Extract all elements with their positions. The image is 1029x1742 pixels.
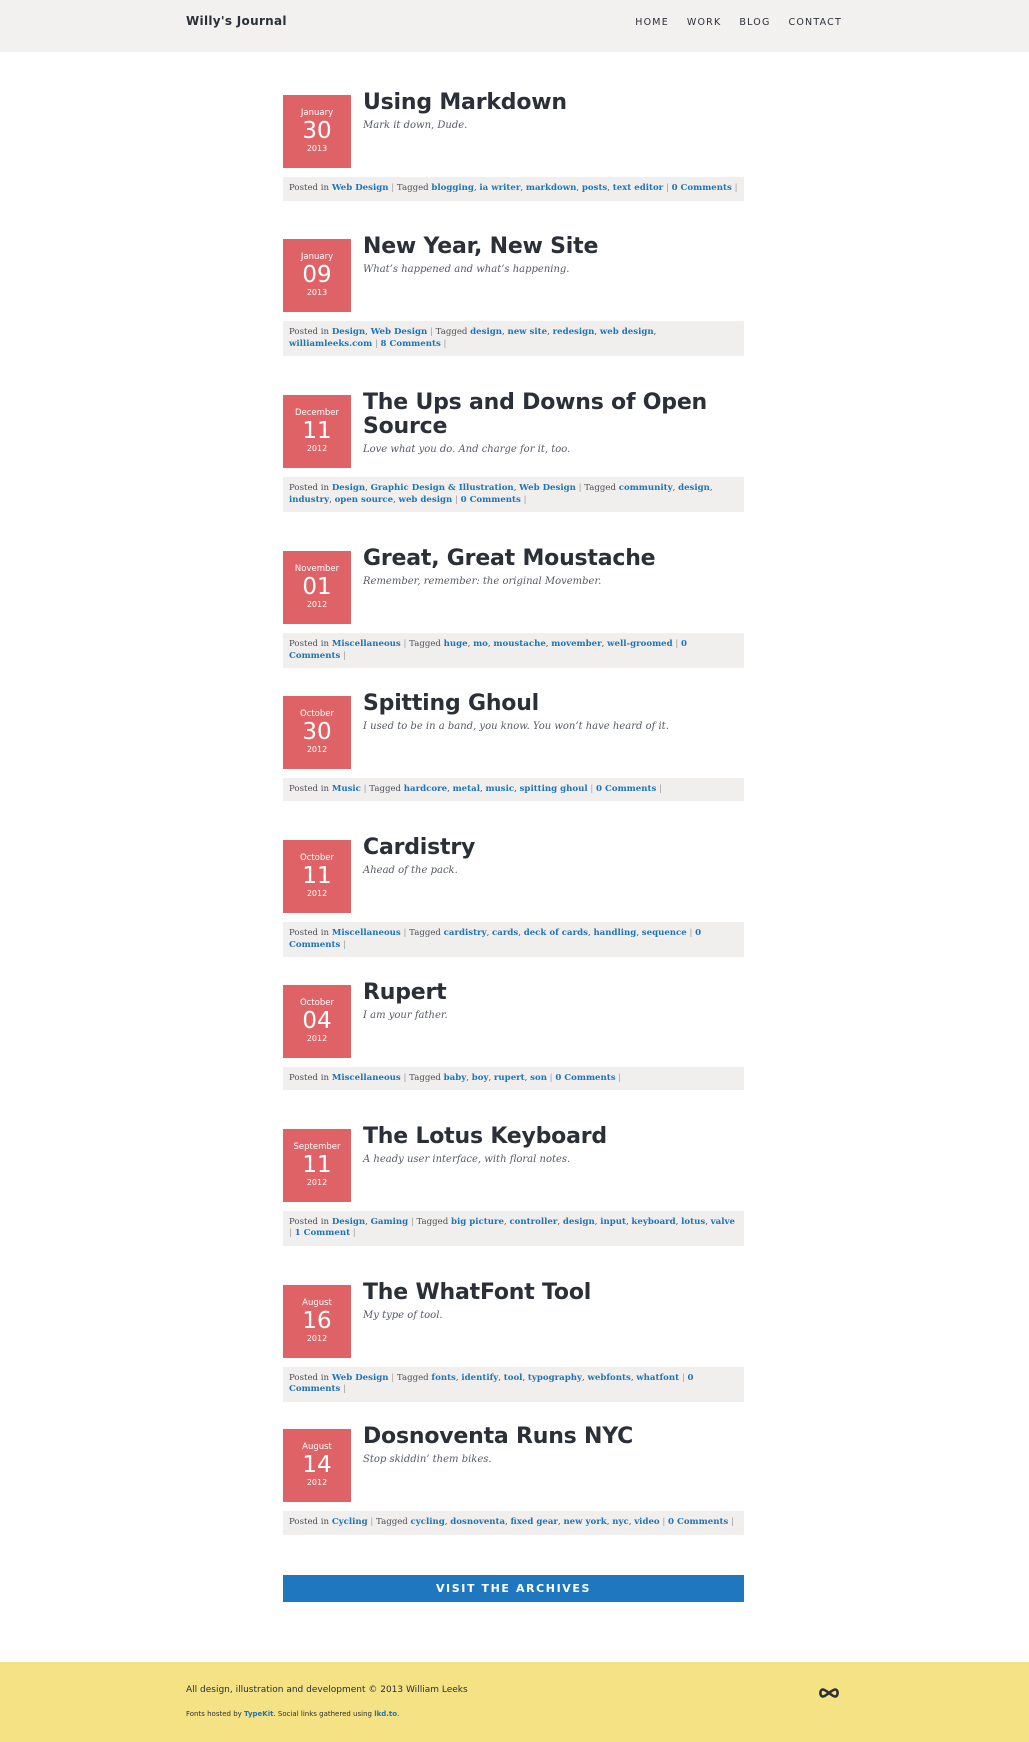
- comments-link[interactable]: 0 Comments: [289, 928, 702, 950]
- tag-link[interactable]: keyboard: [631, 1216, 676, 1227]
- posted-in-label: Posted in: [289, 928, 330, 939]
- post-subtitle: Remember, remember: the original Movember.: [363, 576, 602, 588]
- category-link[interactable]: Miscellaneous: [331, 639, 401, 650]
- tag-link[interactable]: design: [562, 1216, 595, 1227]
- date-month: October: [299, 708, 335, 719]
- tag-link[interactable]: community: [618, 483, 673, 494]
- tagged-label: Tagged: [369, 783, 402, 794]
- comments-link[interactable]: 0 Comments: [671, 183, 732, 193]
- tagged-label: Tagged: [376, 1517, 408, 1528]
- meta-separator: |: [440, 338, 447, 349]
- posted-in-label: Posted in: [289, 783, 330, 794]
- date-month: August: [302, 1297, 332, 1308]
- category-link[interactable]: Web Design: [331, 183, 389, 193]
- credits-text: [186, 1710, 399, 1718]
- credits-mid: . Social links gathered using: [273, 1710, 375, 1718]
- nav-home[interactable]: HOME: [635, 17, 669, 28]
- date-badge: [283, 239, 351, 312]
- site-title[interactable]: Willy's Journal: [186, 14, 287, 28]
- comments-link[interactable]: 8 Comments: [380, 338, 441, 349]
- tag-link[interactable]: web design: [599, 327, 654, 338]
- tag-link[interactable]: webfonts: [587, 1372, 631, 1383]
- tag-link[interactable]: well-groomed: [607, 639, 673, 650]
- site-header: [0, 0, 1029, 52]
- meta-separator: |: [340, 1384, 346, 1395]
- category-link[interactable]: Cycling: [331, 1517, 368, 1528]
- date-badge: [283, 95, 351, 168]
- meta-separator: |: [350, 1228, 356, 1239]
- date-day: 30: [302, 118, 332, 144]
- tag-link[interactable]: metal: [452, 783, 480, 794]
- tag-link[interactable]: mo: [473, 639, 488, 650]
- date-year: 2012: [306, 1478, 328, 1488]
- meta-separator: |: [728, 1517, 734, 1528]
- category-link[interactable]: Web Design: [331, 1372, 389, 1383]
- post-entry: [283, 690, 744, 840]
- post-subtitle: I am your father.: [363, 1009, 448, 1021]
- meta-separator: |: [452, 494, 461, 505]
- category-link[interactable]: Music: [331, 783, 361, 794]
- meta-separator: |: [679, 1372, 688, 1383]
- tag-link[interactable]: posts: [581, 183, 608, 193]
- post-meta: Posted in Web Design | Tagged fonts, identify, tool, typography, webfonts, whatfont | 0 Comments |: [283, 1367, 744, 1402]
- tag-link[interactable]: typography: [527, 1372, 582, 1383]
- date-month: January: [300, 108, 334, 118]
- date-year: 2012: [306, 1033, 328, 1043]
- tag-link[interactable]: lotus: [681, 1216, 706, 1227]
- post-title[interactable]: Rupert: [363, 979, 447, 1005]
- date-year: 2012: [306, 1177, 328, 1187]
- credits-end: .: [397, 1710, 400, 1718]
- tag-link[interactable]: redesign: [552, 327, 595, 338]
- post-list: [283, 90, 744, 1574]
- tagged-label: Tagged: [409, 928, 441, 939]
- post-subtitle: A heady user interface, with floral notes.: [363, 1153, 571, 1165]
- tag-link[interactable]: sequence: [641, 928, 687, 939]
- meta-separator: |: [372, 338, 381, 349]
- tag-link[interactable]: new york: [563, 1517, 607, 1528]
- meta-separator: |: [546, 1072, 556, 1083]
- comments-link[interactable]: 1 Comment: [294, 1228, 351, 1239]
- category-link[interactable]: Gaming: [370, 1216, 409, 1227]
- lkdto-link[interactable]: lkd.to: [374, 1710, 398, 1718]
- tag-link[interactable]: deck of cards: [523, 928, 588, 939]
- main-nav: [635, 17, 842, 28]
- visit-archives-button[interactable]: VISIT THE ARCHIVES: [283, 1575, 744, 1602]
- post-meta: Posted in Design, Gaming | Tagged big picture, controller, design, input, keyboard, lotus, valve | 1 Comment |: [283, 1211, 744, 1246]
- meta-separator: |: [663, 183, 672, 193]
- date-year: 2013: [306, 288, 328, 298]
- tag-link[interactable]: big picture: [450, 1216, 504, 1227]
- posted-in-label: Posted in: [289, 1216, 330, 1227]
- date-month: October: [299, 853, 335, 864]
- tagged-label: Tagged: [409, 1072, 441, 1083]
- tag-link[interactable]: spitting ghoul: [519, 783, 588, 794]
- post-subtitle: My type of tool.: [363, 1309, 443, 1321]
- posted-in-label: Posted in: [289, 1372, 330, 1383]
- post-meta: Posted in Web Design | Tagged blogging, ia writer, markdown, posts, text editor | 0 Comments |: [283, 177, 744, 201]
- post-title[interactable]: The Ups and Downs of Open Source: [363, 390, 708, 440]
- tag-link[interactable]: tool: [503, 1372, 523, 1383]
- category-link[interactable]: Web Design: [519, 483, 576, 494]
- date-day: 09: [302, 262, 332, 289]
- meta-separator: |: [388, 1372, 397, 1383]
- post-entry: [283, 979, 744, 1129]
- date-month: November: [294, 564, 340, 575]
- tag-link[interactable]: open source: [334, 494, 394, 505]
- tag-link[interactable]: new site: [507, 327, 548, 338]
- date-year: 2012: [306, 444, 328, 454]
- category-link[interactable]: Web Design: [370, 327, 428, 338]
- tagged-label: Tagged: [396, 1372, 429, 1383]
- post-title[interactable]: The WhatFont Tool: [363, 1279, 592, 1305]
- meta-separator: |: [587, 783, 597, 794]
- date-badge: [283, 1129, 351, 1202]
- post-meta: Posted in Miscellaneous | Tagged huge, mo, moustache, movember, well-groomed | 0 Comments |: [283, 633, 744, 668]
- tagged-label: Tagged: [396, 183, 429, 193]
- tag-link[interactable]: cards: [492, 928, 519, 939]
- tagged-label: Tagged: [435, 327, 468, 338]
- meta-separator: |: [388, 183, 397, 193]
- meta-separator: |: [656, 783, 662, 794]
- meta-separator: |: [360, 783, 370, 794]
- credits-prefix: Fonts hosted by: [186, 1710, 245, 1718]
- tag-link[interactable]: cycling: [410, 1517, 445, 1528]
- nav-work[interactable]: WORK: [686, 17, 722, 28]
- post-subtitle: Stop skiddin’ them bikes.: [363, 1454, 492, 1466]
- date-day: 01: [302, 574, 332, 601]
- tagged-label: Tagged: [584, 483, 616, 494]
- category-link[interactable]: Design: [331, 1216, 366, 1227]
- tag-link[interactable]: design: [470, 327, 502, 338]
- tag-link[interactable]: nyc: [612, 1517, 629, 1528]
- tag-link[interactable]: identify: [461, 1372, 499, 1383]
- post-meta: Posted in Miscellaneous | Tagged cardistry, cards, deck of cards, handling, sequence | 0 Comments |: [283, 922, 744, 957]
- date-day: 11: [302, 1151, 332, 1178]
- post-title[interactable]: Cardistry: [363, 835, 476, 861]
- tag-link[interactable]: hardcore: [403, 783, 448, 794]
- tag-link[interactable]: web design: [398, 494, 453, 505]
- date-month: October: [299, 997, 335, 1008]
- meta-separator: |: [340, 650, 346, 661]
- date-month: January: [300, 252, 334, 263]
- date-day: 04: [302, 1007, 332, 1034]
- tag-link[interactable]: fixed gear: [510, 1517, 558, 1528]
- posted-in-label: Posted in: [289, 183, 330, 193]
- date-month: September: [293, 1141, 341, 1152]
- tag-link[interactable]: industry: [289, 494, 330, 505]
- post-meta: Posted in Design, Web Design | Tagged design, new site, redesign, web design, williamleeks.com | 8 Comments |: [283, 321, 744, 356]
- tag-link[interactable]: boy: [471, 1072, 489, 1083]
- post-title[interactable]: The Lotus Keyboard: [363, 1123, 607, 1149]
- infinity-icon[interactable]: [817, 1686, 841, 1700]
- tag-link[interactable]: movember: [551, 639, 602, 650]
- nav-blog[interactable]: BLOG: [739, 17, 771, 28]
- posted-in-label: Posted in: [289, 1072, 330, 1083]
- tag-link[interactable]: handling: [593, 928, 637, 939]
- tag-link[interactable]: input: [600, 1216, 626, 1227]
- comments-link[interactable]: 0 Comments: [289, 1372, 694, 1395]
- date-badge: [283, 696, 351, 769]
- nav-contact[interactable]: CONTACT: [788, 17, 842, 28]
- date-month: December: [294, 408, 340, 419]
- tag-link[interactable]: fonts: [431, 1372, 456, 1383]
- tag-link[interactable]: controller: [509, 1216, 558, 1227]
- date-badge: [283, 840, 351, 913]
- post-title[interactable]: New Year, New Site: [363, 234, 599, 260]
- date-badge: [283, 551, 351, 624]
- tag-link[interactable]: blogging: [431, 183, 474, 193]
- tag-link[interactable]: design: [678, 483, 710, 494]
- tagged-label: Tagged: [409, 639, 441, 650]
- post-entry: [283, 90, 744, 239]
- typekit-link[interactable]: TypeKit: [244, 1710, 274, 1718]
- posted-in-label: Posted in: [289, 639, 330, 650]
- meta-separator: |: [672, 639, 682, 650]
- post-subtitle: What’s happened and what’s happening.: [363, 264, 570, 276]
- date-day: 30: [302, 718, 332, 745]
- tag-link[interactable]: huge: [443, 639, 468, 650]
- comments-link[interactable]: 0 Comments: [668, 1517, 729, 1528]
- date-year: 2012: [306, 889, 328, 899]
- date-badge: [283, 1429, 351, 1502]
- comments-link[interactable]: 0 Comments: [555, 1072, 616, 1083]
- tag-link[interactable]: williamleeks.com: [289, 338, 373, 349]
- meta-separator: |: [400, 1072, 410, 1083]
- date-day: 11: [302, 418, 332, 445]
- category-link[interactable]: Design: [331, 327, 366, 338]
- post-meta: Posted in Miscellaneous | Tagged baby, boy, rupert, son | 0 Comments |: [283, 1067, 744, 1091]
- posted-in-label: Posted in: [289, 483, 330, 494]
- meta-separator: |: [575, 483, 585, 494]
- tag-link[interactable]: dosnoventa: [450, 1517, 506, 1528]
- meta-separator: |: [427, 327, 436, 338]
- meta-separator: |: [686, 928, 696, 939]
- tag-link[interactable]: cardistry: [443, 928, 487, 939]
- date-year: 2012: [306, 600, 328, 610]
- meta-separator: |: [340, 939, 346, 950]
- post-meta: Posted in Design, Graphic Design & Illustration, Web Design | Tagged community, design, industry, open source, web design | 0 Comments |: [283, 477, 744, 512]
- meta-separator: |: [400, 928, 410, 939]
- tag-link[interactable]: valve: [710, 1216, 735, 1227]
- comments-link[interactable]: 0 Comments: [596, 783, 657, 794]
- date-year: 2012: [306, 744, 328, 754]
- meta-separator: |: [367, 1517, 377, 1528]
- tag-link[interactable]: rupert: [493, 1072, 525, 1083]
- category-link[interactable]: Graphic Design & Illustration: [370, 483, 514, 494]
- post-title[interactable]: Great, Great Moustache: [363, 546, 656, 572]
- date-year: 2012: [306, 1333, 328, 1343]
- meta-separator: |: [520, 494, 527, 505]
- date-year: 2013: [306, 144, 328, 153]
- posted-in-label: Posted in: [289, 327, 330, 338]
- date-badge: [283, 395, 351, 468]
- post-entry: [283, 390, 744, 551]
- meta-separator: |: [659, 1517, 669, 1528]
- post-entry: [283, 234, 744, 395]
- post-title[interactable]: Spitting Ghoul: [363, 690, 540, 716]
- meta-separator: |: [408, 1216, 417, 1227]
- post-entry: [283, 1424, 744, 1573]
- post-entry: [283, 1123, 744, 1285]
- tag-link[interactable]: baby: [443, 1072, 467, 1083]
- tagged-label: Tagged: [416, 1216, 449, 1227]
- post-subtitle: Mark it down, Dude.: [363, 120, 468, 131]
- meta-separator: |: [400, 639, 410, 650]
- tag-link[interactable]: music: [485, 783, 515, 794]
- date-day: 11: [302, 863, 332, 890]
- tag-link[interactable]: moustache: [493, 639, 546, 650]
- post-subtitle: Love what you do. And charge for it, too.: [363, 444, 571, 456]
- post-meta: Posted in Cycling | Tagged cycling, dosnoventa, fixed gear, new york, nyc, video | 0 Comments |: [283, 1511, 744, 1535]
- category-link[interactable]: Miscellaneous: [331, 928, 401, 939]
- posted-in-label: Posted in: [289, 1517, 330, 1528]
- date-month: August: [302, 1442, 332, 1453]
- category-link[interactable]: Miscellaneous: [331, 1072, 401, 1083]
- tag-link[interactable]: markdown: [525, 183, 577, 193]
- post-entry: [283, 835, 744, 984]
- copyright-text: All design, illustration and development © 2013 William Leeks: [186, 1685, 468, 1695]
- tag-link[interactable]: son: [530, 1072, 547, 1083]
- category-link[interactable]: Design: [331, 483, 366, 494]
- meta-separator: |: [731, 183, 738, 193]
- tag-link[interactable]: video: [634, 1517, 660, 1528]
- post-title[interactable]: Dosnoventa Runs NYC: [363, 1424, 634, 1450]
- date-badge: [283, 1285, 351, 1358]
- comments-link[interactable]: 0 Comments: [289, 639, 688, 661]
- post-meta: Posted in Music | Tagged hardcore, metal, music, spitting ghoul | 0 Comments |: [283, 778, 744, 802]
- date-day: 14: [302, 1452, 332, 1479]
- meta-separator: |: [289, 1228, 295, 1239]
- comments-link[interactable]: 0 Comments: [460, 494, 521, 505]
- post-subtitle: I used to be in a band, you know. You won’t have heard of it.: [363, 720, 669, 732]
- date-badge: [283, 985, 351, 1058]
- meta-separator: |: [615, 1072, 622, 1083]
- post-entry: [283, 546, 744, 695]
- tag-link[interactable]: whatfont: [636, 1372, 680, 1383]
- date-day: 16: [302, 1307, 332, 1334]
- post-entry: [283, 1279, 744, 1429]
- site-footer: [0, 1662, 1029, 1742]
- tag-link[interactable]: text editor: [612, 183, 664, 193]
- post-subtitle: Ahead of the pack.: [363, 865, 458, 877]
- post-title[interactable]: Using Markdown: [363, 90, 567, 115]
- tag-link[interactable]: ia writer: [479, 183, 521, 193]
